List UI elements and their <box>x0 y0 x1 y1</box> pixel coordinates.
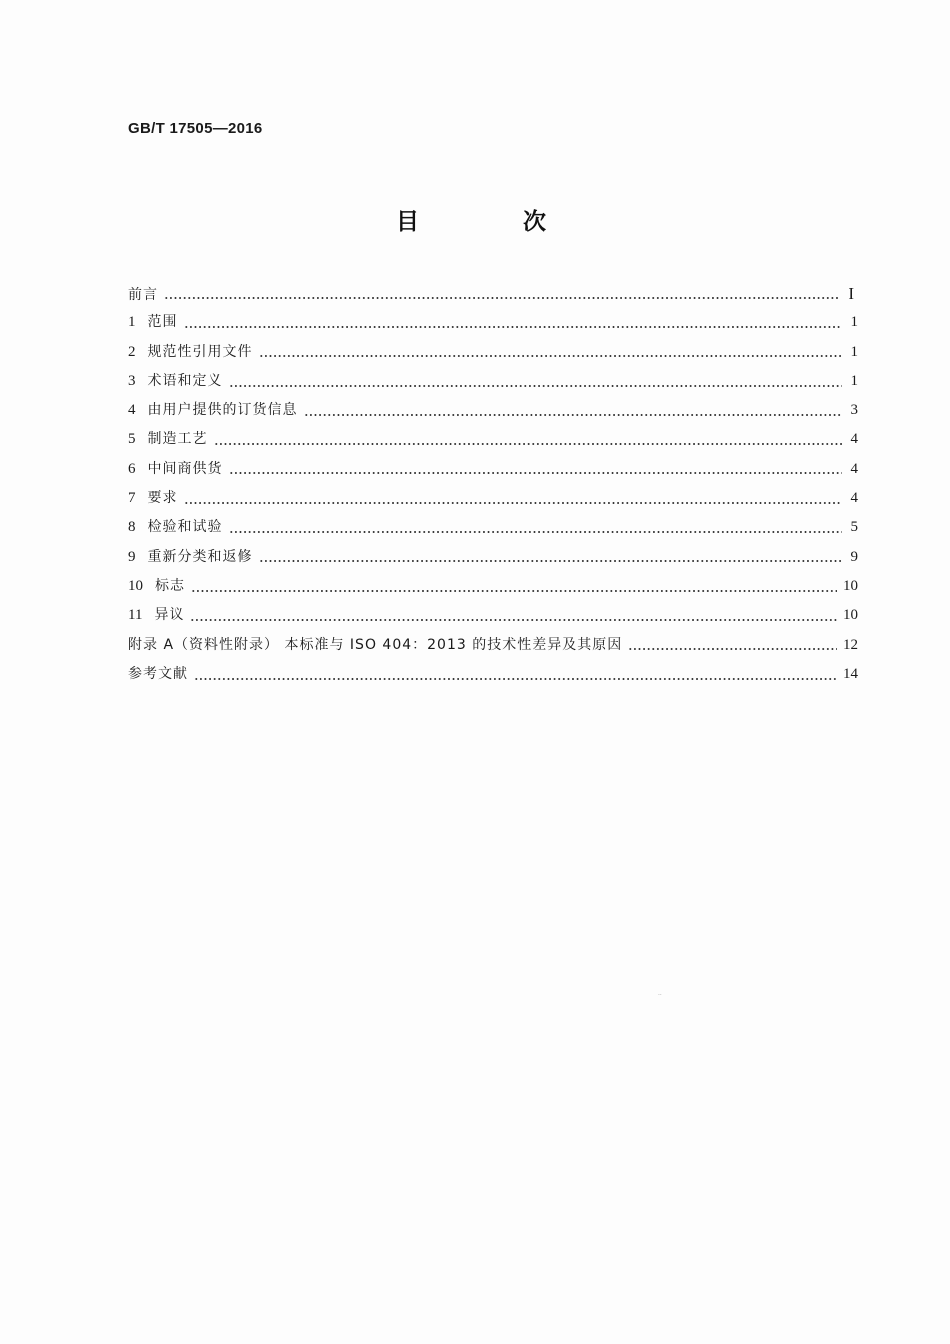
toc-entry-number: 9 <box>128 548 136 565</box>
toc-entry[interactable] <box>128 484 858 513</box>
toc-entry-page: 14 <box>843 665 858 682</box>
toc-dot-leader <box>628 648 837 650</box>
toc-entry-number: 3 <box>128 372 136 389</box>
toc-dot-leader <box>259 560 843 562</box>
toc-entry-number: 2 <box>128 343 136 360</box>
standard-code: GB/T 17505—2016 <box>128 120 263 137</box>
toc-entry-label: 前言 <box>128 287 158 303</box>
toc-entry[interactable] <box>128 543 858 572</box>
scan-speck: ·· <box>658 992 662 999</box>
table-of-contents <box>128 279 858 689</box>
toc-entry-label: 要求 <box>147 490 178 507</box>
toc-entry-page: 10 <box>843 607 858 624</box>
toc-dot-leader <box>184 326 843 328</box>
toc-entry-label: 附录 A（资料性附录） 本标准与 ISO 404：2013 的技术性差异及其原因 <box>128 636 623 653</box>
toc-entry-page: 3 <box>850 402 858 419</box>
toc-entry-number: 10 <box>128 577 143 594</box>
toc-dot-leader <box>190 619 837 621</box>
toc-dot-leader <box>184 502 843 504</box>
toc-entry[interactable] <box>128 631 858 660</box>
toc-entry-number: 6 <box>128 460 136 477</box>
toc-entry-number: 1 <box>128 314 136 331</box>
page-title: 目 次 <box>395 209 594 235</box>
toc-entry-page: 4 <box>850 460 858 477</box>
toc-dot-leader <box>229 385 843 387</box>
toc-entry-label: 重新分类和返修 <box>147 548 253 565</box>
toc-entry[interactable] <box>128 279 858 308</box>
toc-entry-label: 术语和定义 <box>147 372 223 389</box>
toc-entry-label: 标志 <box>155 577 185 594</box>
toc-entry-label: 检验和试验 <box>147 519 223 536</box>
toc-entry-number: 4 <box>128 402 136 419</box>
toc-entry[interactable] <box>128 601 858 630</box>
toc-entry-number: 8 <box>128 519 136 536</box>
toc-dot-leader <box>259 355 843 357</box>
toc-entry-page: 9 <box>850 548 858 565</box>
toc-entry-label: 参考文献 <box>128 665 188 682</box>
toc-entry-label: 范围 <box>147 314 178 331</box>
toc-entry[interactable] <box>128 308 858 337</box>
toc-entry[interactable] <box>128 660 858 689</box>
toc-entry-page: 4 <box>850 490 858 507</box>
toc-entry-page: 4 <box>850 431 858 448</box>
toc-entry[interactable] <box>128 455 858 484</box>
toc-entry-page: 12 <box>843 636 858 653</box>
toc-entry[interactable] <box>128 572 858 601</box>
toc-entry-number: 11 <box>128 607 143 624</box>
toc-dot-leader <box>191 590 837 592</box>
toc-entry-label: 制造工艺 <box>147 431 208 448</box>
toc-entry-page: 1 <box>850 372 858 389</box>
toc-entry-page: 1 <box>850 314 858 331</box>
toc-entry-page: 10 <box>843 577 858 594</box>
toc-dot-leader <box>304 414 843 416</box>
toc-entry[interactable] <box>128 425 858 454</box>
toc-entry-label: 异议 <box>154 607 185 624</box>
toc-entry[interactable] <box>128 338 858 367</box>
toc-dot-leader <box>164 297 838 299</box>
toc-dot-leader <box>194 678 837 680</box>
toc-entry-label: 规范性引用文件 <box>147 343 253 360</box>
toc-entry-page: 5 <box>850 519 858 536</box>
toc-entry-page: 1 <box>850 343 858 360</box>
toc-entry-page: I <box>848 284 854 303</box>
toc-dot-leader <box>229 531 843 533</box>
toc-dot-leader <box>214 443 843 445</box>
toc-entry[interactable] <box>128 396 858 425</box>
toc-entry-number: 5 <box>128 431 136 448</box>
toc-dot-leader <box>229 472 843 474</box>
toc-entry[interactable] <box>128 367 858 396</box>
toc-entry[interactable] <box>128 513 858 542</box>
toc-entry-label: 中间商供货 <box>147 460 223 477</box>
toc-entry-number: 7 <box>128 490 136 507</box>
toc-entry-label: 由用户提供的订货信息 <box>147 402 298 419</box>
